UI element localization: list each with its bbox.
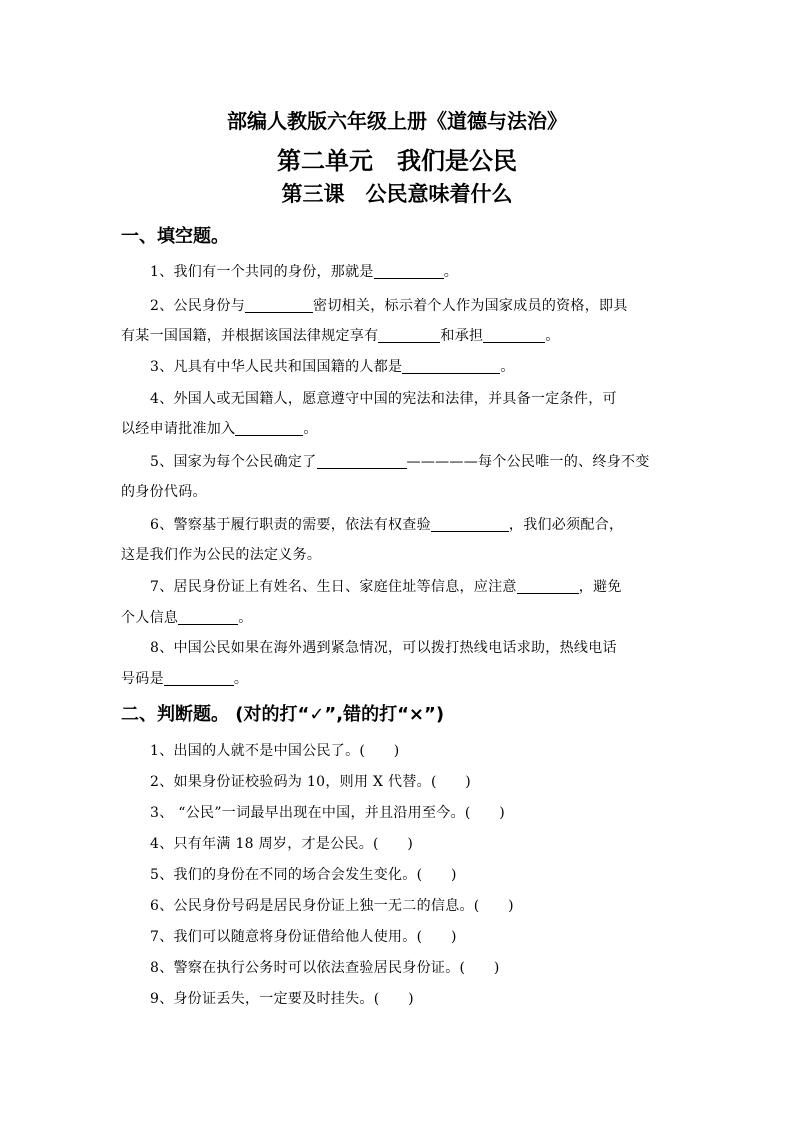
answer-blank[interactable] bbox=[402, 359, 500, 374]
question-7-line1: 7、居民身份证上有姓名、生日、家庭住址等信息，应注意 ，避免 bbox=[150, 579, 622, 595]
answer-blank[interactable] bbox=[164, 671, 234, 686]
question-8-line2: 号码是 。 bbox=[121, 671, 249, 687]
answer-blank[interactable] bbox=[178, 610, 238, 625]
tf-item-7: 7、我们可以随意将身份证借给他人使用。( ) bbox=[150, 929, 457, 945]
question-1: 1、我们有一个共同的身份，那就是 。 bbox=[150, 264, 459, 280]
question-2-line2: 有某一国国籍，并根据该国法律规定享有 和承担 。 bbox=[121, 328, 560, 344]
tf-item-6: 6、公民身份号码是居民身份证上独一无二的信息。( ) bbox=[150, 898, 514, 914]
answer-blank[interactable] bbox=[431, 517, 509, 532]
answer-blank[interactable] bbox=[374, 264, 444, 279]
question-6-line1: 6、警察基于履行职责的需要，依法有权查验 ，我们必须配合， bbox=[150, 517, 624, 533]
answer-blank[interactable] bbox=[235, 421, 303, 436]
answer-blank[interactable] bbox=[517, 579, 579, 594]
answer-blank[interactable] bbox=[378, 328, 440, 343]
tf-item-1: 1、出国的人就不是中国公民了。( ) bbox=[150, 743, 400, 759]
question-6-line2: 这是我们作为公民的法定义务。 bbox=[121, 547, 322, 563]
question-4-line1: 4、外国人或无国籍人，愿意遵守中国的宪法和法律，并具备一定条件，可 bbox=[150, 391, 617, 407]
question-5-line2: 的身份代码。 bbox=[121, 484, 207, 500]
question-4-line2: 以经申请批准加入 。 bbox=[121, 421, 318, 437]
tf-item-9: 9、身份证丢失，一定要及时挂失。( ) bbox=[150, 991, 414, 1007]
tf-item-2: 2、如果身份证校验码为 10，则用 X 代替。( ) bbox=[150, 774, 472, 790]
tf-item-8: 8、警察在执行公务时可以依法查验居民身份证。( ) bbox=[150, 960, 500, 976]
tf-item-3: 3、 “公民”一词最早出现在中国，并且沿用至今。( ) bbox=[150, 805, 505, 821]
answer-blank[interactable] bbox=[317, 454, 407, 469]
question-7-line2: 个人信息 。 bbox=[121, 610, 253, 626]
question-5-line1: 5、国家为每个公民确定了 —————每个公民唯一的、终身不变 bbox=[150, 454, 650, 470]
fill-blank-heading: 一、填空题。 bbox=[121, 226, 229, 247]
true-false-heading: 二、判断题。 (对的打“✓”,错的打“×”) bbox=[121, 704, 445, 725]
tf-item-4: 4、只有年满 18 周岁，才是公民。( ) bbox=[150, 836, 414, 852]
lesson-title: 第三课 公民意味着什么 bbox=[281, 182, 513, 206]
book-title: 部编人教版六年级上册《道德与法治》 bbox=[227, 109, 567, 133]
unit-title: 第二单元 我们是公民 bbox=[277, 147, 517, 175]
tf-item-5: 5、我们的身份在不同的场合会发生变化。( ) bbox=[150, 867, 457, 883]
answer-blank[interactable] bbox=[483, 328, 545, 343]
question-3: 3、凡具有中华人民共和国国籍的人都是 。 bbox=[150, 359, 515, 375]
question-2-line1: 2、公民身份与 密切相关，标示着个人作为国家成员的资格，即具 bbox=[150, 298, 628, 314]
question-8-line1: 8、中国公民如果在海外遇到紧急情况，可以拨打热线电话求助，热线电话 bbox=[150, 640, 617, 656]
answer-blank[interactable] bbox=[245, 298, 313, 313]
